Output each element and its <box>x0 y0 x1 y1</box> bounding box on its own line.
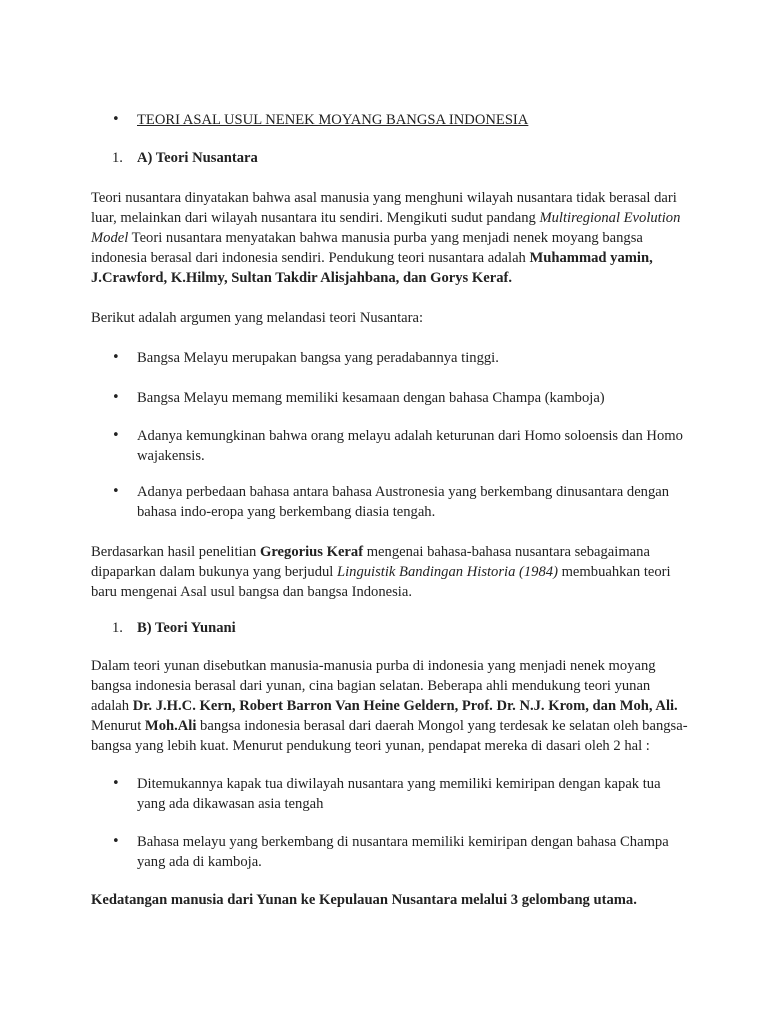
section-b-title: B) Teori Yunani <box>137 620 236 636</box>
list-item: • Adanya kemungkinan bahwa orang melayu adalah keturunan dari Homo soloensis dan Homo wajakensis. <box>91 426 691 466</box>
section-b-paragraph-1: Dalam teori yunan disebutkan manusia-manusia purba di indonesia yang menjadi nenek moyang bangsa indonesia berasal dari yunan, cina bagian selatan. Beberapa ahli mendukung teori yunan adalah Dr. J.H.C. Kern, Robert Barron Van Heine Geldern, Prof. Dr. N.J. Krom, dan Moh, Ali. Menurut Moh.Ali bangsa indonesia berasal dari daerah Mongol yang terdesak ke selatan oleh bangsa-bangsa yang lebih kuat. Menurut pendukung teori yunan, pendapat mereka di dasari oleh 2 hal : <box>91 658 688 754</box>
section-a-intro: Berikut adalah argumen yang melandasi teori Nusantara: <box>91 310 424 326</box>
closing-statement: Kedatangan manusia dari Yunan ke Kepulauan Nusantara melalui 3 gelombang utama. <box>91 892 637 908</box>
section-a-number: 1. <box>112 150 123 166</box>
section-b-number: 1. <box>112 620 123 636</box>
section-a-heading <box>91 148 691 168</box>
document-body <box>91 110 691 910</box>
section-a-paragraph-2: Berdasarkan hasil penelitian Gregorius Keraf mengenai bahasa-bahasa nusantara sebagaimana dipaparkan dalam bukunya yang berjudul Linguistik Bandingan Historia (1984) membuahkan teori baru mengenai Asal usul bangsa dan bangsa Indonesia. <box>91 544 671 600</box>
list-item: • Adanya perbedaan bahasa antara bahasa Austronesia yang berkembang dinusantara dengan bahasa indo-eropa yang berkembang diasia tengah. <box>91 482 691 522</box>
list-item: • Bangsa Melayu merupakan bangsa yang peradabannya tinggi. <box>91 348 691 368</box>
main-heading: • TEORI ASAL USUL NENEK MOYANG BANGSA INDONESIA <box>91 110 691 130</box>
section-b-heading <box>91 618 691 638</box>
list-item: • Ditemukannya kapak tua diwilayah nusantara yang memiliki kemiripan dengan kapak tua yang ada dikawasan asia tengah <box>91 774 691 814</box>
list-item: • Bangsa Melayu memang memiliki kesamaan dengan bahasa Champa (kamboja) <box>91 388 691 408</box>
section-a-title: A) Teori Nusantara <box>137 150 258 166</box>
list-item: • Bahasa melayu yang berkembang di nusantara memiliki kemiripan dengan bahasa Champa yang ada di kamboja. <box>91 832 691 872</box>
section-a-paragraph-1: Teori nusantara dinyatakan bahwa asal manusia yang menghuni wilayah nusantara tidak berasal dari luar, melainkan dari wilayah nusantara itu sendiri. Mengikuti sudut pandang Multiregional Evolution Model Teori nusantara menyatakan bahwa manusia purba yang menjadi nenek moyang bangsa indonesia berasal dari indonesia sendiri. Pendukung teori nusantara adalah Muhammad yamin, J.Crawford, K.Hilmy, Sultan Takdir Alisjahbana, dan Gorys Keraf. <box>91 190 681 286</box>
